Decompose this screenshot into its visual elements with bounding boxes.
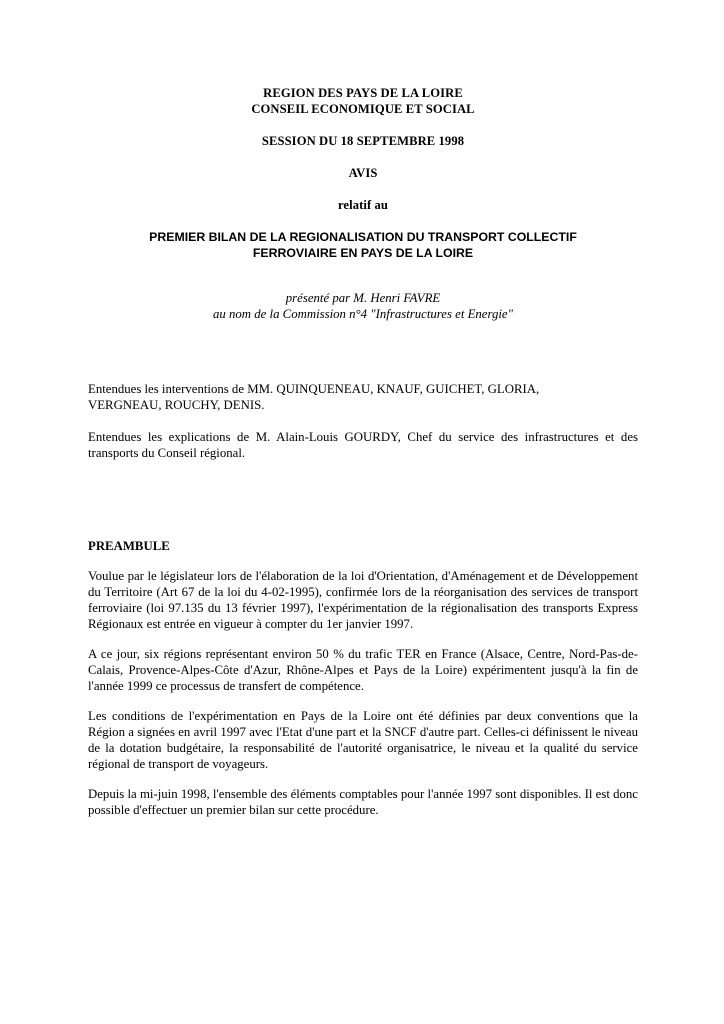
preambule-paragraph-1: Voulue par le législateur lors de l'élaboration de la loi d'Orientation, d'Aménagement et de Développement du Territoire (Art 67 de la loi du 4-02-1995), confirmée lors de la réorganisation des services de transport ferroviaire (loi 97.135 du 13 février 1997), l'expérimentation de la régionalisation des transports Express Régionaux est entrée en vigueur à compter du 1er janvier 1997. [88,569,638,631]
title-line-2: FERROVIAIRE EN PAYS DE LA LOIRE [252,246,474,260]
preambule-heading: PREAMBULE [88,539,170,553]
interventions-paragraph: Entendues les interventions de MM. QUINQUENEAU, KNAUF, GUICHET, GLORIA, VERGNEAU, ROUCHY, DENIS. [88,382,540,412]
commission-name: au nom de la Commission n°4 "Infrastructures et Energie" [213,307,513,321]
header-block [88,85,638,117]
presenter-block [88,290,638,322]
preambule-paragraph-4: Depuis la mi-juin 1998, l'ensemble des éléments comptables pour l'année 1997 sont disponibles. Il est donc possible d'effectuer un premier bilan sur cette procédure. [88,787,638,817]
explanations-paragraph: Entendues les explications de M. Alain-Louis GOURDY, Chef du service des infrastructures et des transports du Conseil régional. [88,430,638,460]
session-date: SESSION DU 18 SEPTEMBRE 1998 [261,134,465,148]
relatif-label: relatif au [337,198,389,212]
avis-label: AVIS [348,166,378,180]
council-name: CONSEIL ECONOMIQUE ET SOCIAL [251,102,475,116]
region-name: REGION DES PAYS DE LA LOIRE [263,86,463,100]
preambule-paragraph-3: Les conditions de l'expérimentation en Pays de la Loire ont été définies par deux conventions que la Région a signées en avril 1997 avec l'Etat d'une part et la SNCF d'autre part. Celles-ci définissent le niveau de la dotation budgétaire, la responsabilité de l'autorité organisatrice, le niveau et la qualité du service régional de transport de voyageurs. [88,709,638,771]
presenter-name: présenté par M. Henri FAVRE [285,291,441,305]
title-line-1: PREMIER BILAN DE LA REGIONALISATION DU TRANSPORT COLLECTIF [149,230,577,244]
document-title [88,229,638,261]
preambule-paragraph-2: A ce jour, six régions représentant environ 50 % du trafic TER en France (Alsace, Centre, Nord-Pas-de-Calais, Provence-Alpes-Côte d'Azur, Rhône-Alpes et Pays de la Loire) expérimentent jusqu'à la fin de l'année 1999 ce processus de transfert de compétence. [88,647,638,693]
